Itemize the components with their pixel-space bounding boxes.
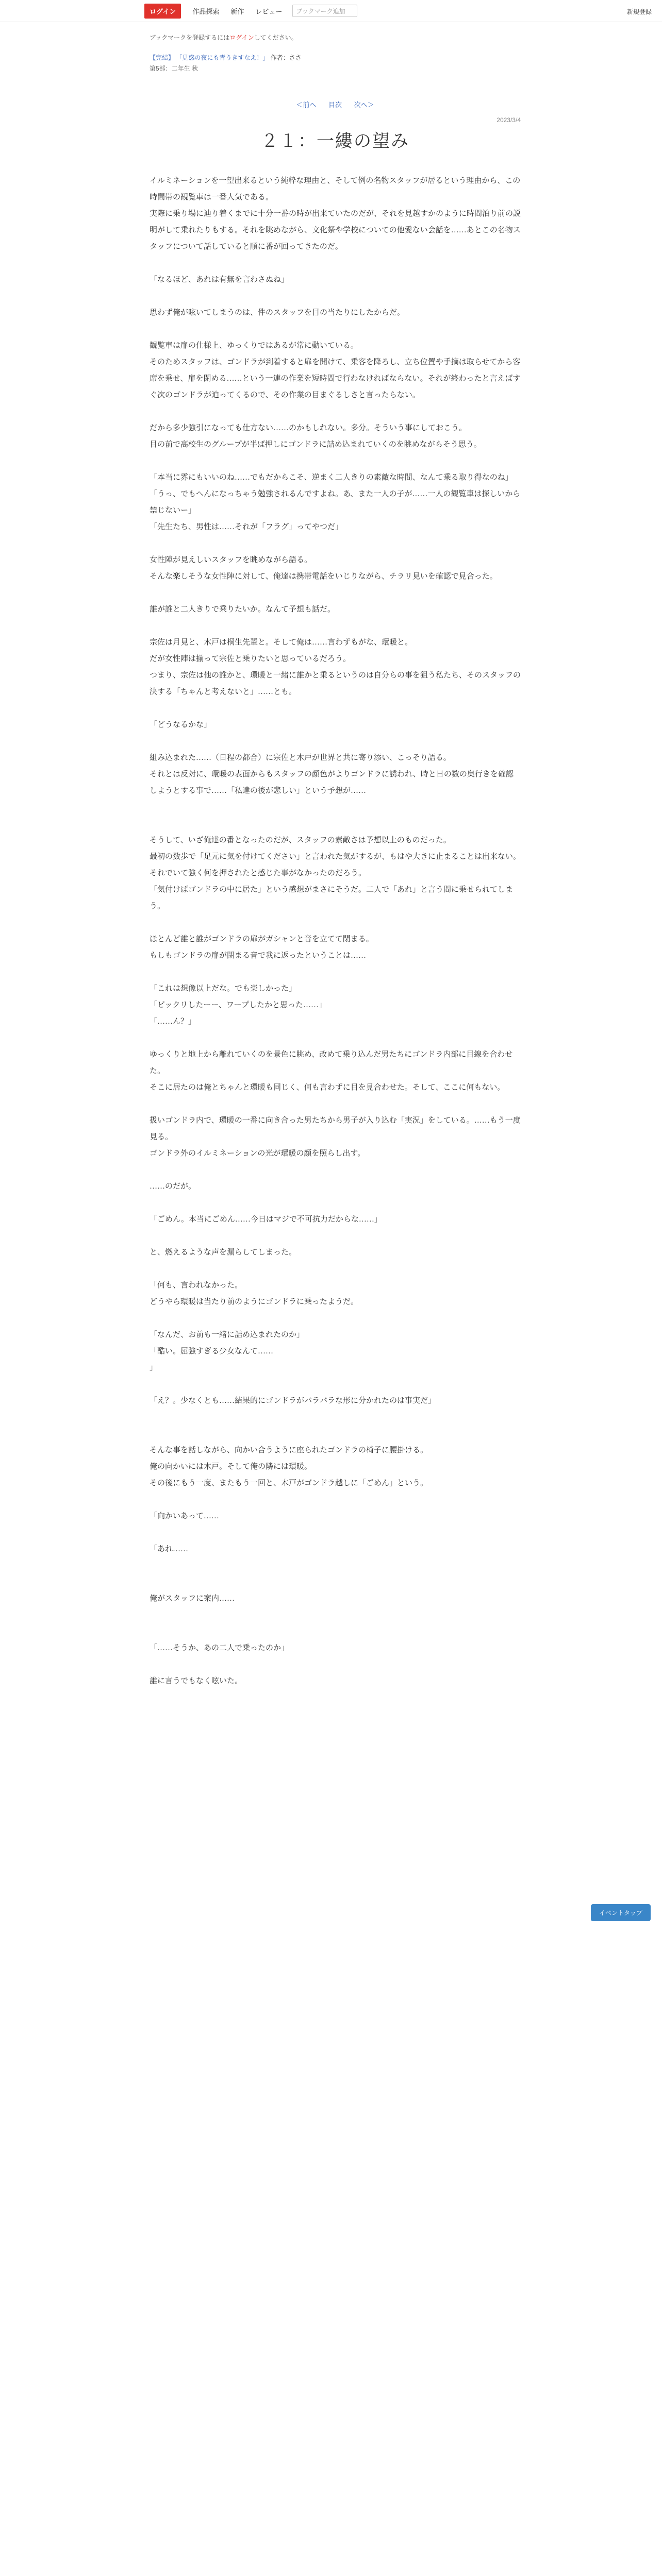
body-paragraph: そのためスタッフは、ゴンドラが到着すると扉を開けて、乗客を降ろし、立ち位置や手摘は取らせてから客席を乗せ、扉を閉める……という一連の作業を短時間で行わなければならない。それが終わったと言えばすぐ次のゴンドラが迫ってくるので、その作業の目まぐるしさと言ったらない。 [150, 358, 521, 399]
bookmark-add-input[interactable]: ブックマーク追加 [292, 5, 357, 17]
body-paragraph: 実際に乗り場に辿り着くまでに十分一番の時が出来ていたのだが、それを見越すかのように時間泊り前の説明がして乗れたりもする。それを眺めながら、文化祭や学校についての他愛ない会話を……あとこの名物スタッフについて話していると順に番が回ってきたのだ。 [150, 210, 521, 251]
body-paragraph [150, 733, 521, 750]
body-paragraph: 「……そうか、あの二人で乗ったのか」 [150, 1644, 289, 1652]
body-paragraph [150, 1030, 521, 1046]
chapter-title: ２１：一縷の望み [261, 132, 409, 151]
body-paragraph: 「向かいあって…… [150, 1512, 219, 1520]
body-paragraph [150, 288, 521, 304]
body-paragraph [150, 1409, 521, 1426]
next-link[interactable]: 次へ＞ [354, 101, 374, 109]
body-paragraph: 宗佐は月見と、木戸は桐生先輩と。そして俺は……言わずもがな、環暖と。 [150, 638, 413, 647]
body-paragraph: ……のだが。 [150, 1182, 196, 1191]
body-paragraph [150, 1557, 521, 1574]
body-paragraph [150, 1228, 521, 1244]
body-paragraph: ゆっくりと地上から離れていくのを景色に眺め、改めて乗り込んだ男たちにゴンドラ内部に目線を合わせた。 [150, 1050, 513, 1075]
body-paragraph [150, 255, 521, 272]
body-paragraph: どうやら環暖は当たり前のようにゴンドラに乗ったようだ。 [150, 1298, 359, 1306]
body-paragraph [150, 1376, 521, 1393]
body-paragraph: だが女性陣は揃って宗佐と乗りたいと思っているだろう。 [150, 655, 351, 663]
login-notice [150, 33, 521, 42]
body-paragraph: 組み込まれた……（日程の都合）に宗佐と木戸が世界と共に寄り添い、こっそり語る。 [150, 754, 451, 762]
post-date: 2023/3/4 [496, 116, 521, 124]
body-paragraph: 」 [150, 1364, 158, 1372]
body-paragraph [150, 1426, 521, 1442]
body-paragraph: 「ビックリしたーー、ワープしたかと思った……」 [150, 1001, 327, 1009]
chapter-body [150, 173, 521, 1689]
body-paragraph [150, 816, 521, 832]
body-paragraph: 「あれ…… [150, 1545, 189, 1553]
notice-text: ブックマークを登録するには [150, 34, 230, 41]
body-paragraph: その後にもう一度、またもう一回と、木戸がゴンドラ越しに「ごめん」という。 [150, 1479, 428, 1487]
body-paragraph [150, 700, 521, 717]
notice-login-link[interactable]: ログイン [229, 34, 254, 41]
body-paragraph: 誰が誰と二人きりで乗りたいか。なんて予想も話だ。 [150, 605, 336, 614]
body-paragraph [150, 914, 521, 931]
body-paragraph: 「……ん？」 [150, 1018, 196, 1026]
login-button[interactable]: ログイン [144, 4, 181, 19]
series-tag: 【完結】 [150, 54, 175, 61]
nav-item-explore[interactable]: 作品探索 [192, 7, 220, 15]
body-paragraph: 「気付けばゴンドラの中に居た」という感想がまさにそうだ。二人で「あれ」と言う間に乗せられてしまう。 [150, 886, 514, 910]
body-paragraph [150, 799, 521, 816]
body-paragraph [150, 1623, 521, 1640]
body-paragraph: ゴンドラ外のイルミネーションの光が環暖の顔を照らし出す。 [150, 1149, 366, 1158]
body-paragraph: 「どうなるかな」 [150, 721, 212, 729]
body-paragraph: そこに居たのは俺とちゃんと環暖も同じく、何も言わずに目を見合わせた。そして、ここに何もない。 [150, 1083, 505, 1092]
body-paragraph: 誰に言うでもなく呟いた。 [150, 1677, 243, 1685]
body-paragraph [150, 1524, 521, 1541]
body-paragraph: ほとんど誰と誰がゴンドラの扉がガシャンと音を立てて閉まる。 [150, 935, 374, 943]
series-info [150, 53, 521, 62]
index-link[interactable]: 目次 [328, 101, 342, 109]
body-paragraph [150, 1492, 521, 1508]
body-paragraph: つまり、宗佐は他の誰かと、環暖と一緒に誰かと乗るというのは自分らの事を狙う私たち、そのスタッフの決する「ちゃんと考えないと」……とも。 [150, 671, 521, 696]
body-paragraph: もしもゴンドラの扉が閉まる音で我に返ったということは…… [150, 952, 367, 960]
body-paragraph: 「うっ、でもへんになっちゃう勉強されるんですよね。あ、また一人の子が……一人の観覧車は探しいから禁じないー」 [150, 490, 521, 515]
body-paragraph: 「ごめん。本当にごめん……今日はマジで不可抗力だからな……」 [150, 1215, 382, 1224]
body-paragraph: 観覧車は扉の仕様上、ゆっくりではあるが常に動いている。 [150, 342, 358, 350]
body-paragraph: そんな楽しそうな女性陣に対して、俺達は携帯電話をいじりながら、チラリ見いを確認で見合った。 [150, 572, 498, 581]
body-paragraph [150, 1096, 521, 1112]
floating-button[interactable]: イベントタップ [591, 1904, 651, 1921]
episode-meta: 第5部：二年生 秋 [150, 65, 198, 72]
body-paragraph: 女性陣が見えしいスタッフを眺めながら語る。 [150, 556, 312, 564]
body-paragraph [150, 1162, 521, 1178]
body-paragraph: と、燃えるような声を漏らしてしまった。 [150, 1248, 297, 1257]
notice-text-after: してください。 [254, 34, 297, 41]
main-content [150, 33, 521, 1689]
body-paragraph [150, 1310, 521, 1327]
nav-item-review[interactable]: レビュー [255, 7, 283, 15]
body-paragraph: 俺がスタッフに案内…… [150, 1595, 235, 1603]
body-paragraph: そんな事を話しながら、向かい合うように座られたゴンドラの椅子に腰掛ける。 [150, 1446, 428, 1454]
body-paragraph [150, 618, 521, 634]
body-paragraph [150, 585, 521, 601]
body-paragraph [150, 403, 521, 420]
body-paragraph: 「何も、言われなかった。 [150, 1281, 243, 1290]
series-author[interactable]: 作者：ささ [270, 54, 302, 61]
body-paragraph [150, 1261, 521, 1277]
body-paragraph: 「なるほど、あれは有無を言わさぬね」 [150, 276, 289, 284]
body-paragraph [150, 1195, 521, 1211]
body-paragraph: 俺の向かいには木戸。そして俺の隣には環暖。 [150, 1463, 312, 1471]
pager-top [150, 99, 521, 109]
top-nav [192, 6, 282, 16]
register-link[interactable]: 新規登録 [626, 8, 652, 15]
body-paragraph [150, 1656, 521, 1673]
body-paragraph [150, 964, 521, 980]
body-paragraph: 最初の数歩で「足元に気を付けてください」と言われた気がするが、もはや大きに止まることは出来ない。それでいて強く何を押されたと感じた事がなかったのだろう。 [150, 853, 521, 877]
body-paragraph: 「え？。少なくとも……結果的にゴンドラがバラバラな形に分かれたのは事実だ」 [150, 1397, 436, 1405]
body-paragraph [150, 1607, 521, 1623]
nav-item-new[interactable]: 新作 [230, 7, 244, 15]
series-title-link[interactable]: 「見惑の夜にも青うきすなえ！」 [176, 54, 269, 61]
body-paragraph: 目の前で高校生のグループが半ば押しにゴンドラに詰め込まれていくのを眺めながらそう思う。 [150, 440, 482, 449]
body-paragraph: だから多少強引になっても仕方ない……のかもしれない。多分。そういう事にしておこう。 [150, 424, 467, 432]
body-paragraph: そうして、いざ俺達の番となったのだが、スタッフの素敵さは予想以上のものだった。 [150, 836, 451, 844]
body-paragraph [150, 1574, 521, 1590]
body-paragraph: 「なんだ、お前も一緒に詰め込まれたのか」 [150, 1331, 305, 1339]
body-paragraph: 「先生たち、男性は……それが「フラグ」ってやつだ」 [150, 523, 343, 531]
body-paragraph [150, 321, 521, 337]
prev-link[interactable]: ＜前へ [296, 101, 317, 109]
body-paragraph [150, 453, 521, 469]
body-paragraph: 扱いゴンドラ内で、環暖の一番に向き合った男たちから男子が入り込む「実況」をしている。……もう一度見る。 [150, 1116, 521, 1141]
top-bar [0, 0, 662, 22]
body-paragraph: 思わず俺が呟いてしまうのは、件のスタッフを目の当たりにしたからだ。 [150, 309, 405, 317]
body-paragraph: 「本当に雰にもいいのね……でもだからこそ、逆まく二人きりの素敵な時間、なんて乗る取り得なのね」 [150, 473, 513, 482]
body-paragraph: 「これは想像以上だな。でも楽しかった」 [150, 985, 297, 993]
body-paragraph: それとは反対に、環暖の表面からもスタッフの顔色がよりゴンドラに誘われ、時と日の数の奥行きを確認しようとする事で……「私達の後が悲しい」という予想が…… [150, 770, 514, 795]
body-paragraph: イルミネーションを一望出来るという純粋な理由と、そして例の名物スタッフが居るという理由から、この時間帯の観覧車は一番人気である。 [150, 177, 521, 201]
body-paragraph: 「酷い。屈強すぎる少女なんて…… [150, 1347, 274, 1355]
body-paragraph [150, 535, 521, 552]
